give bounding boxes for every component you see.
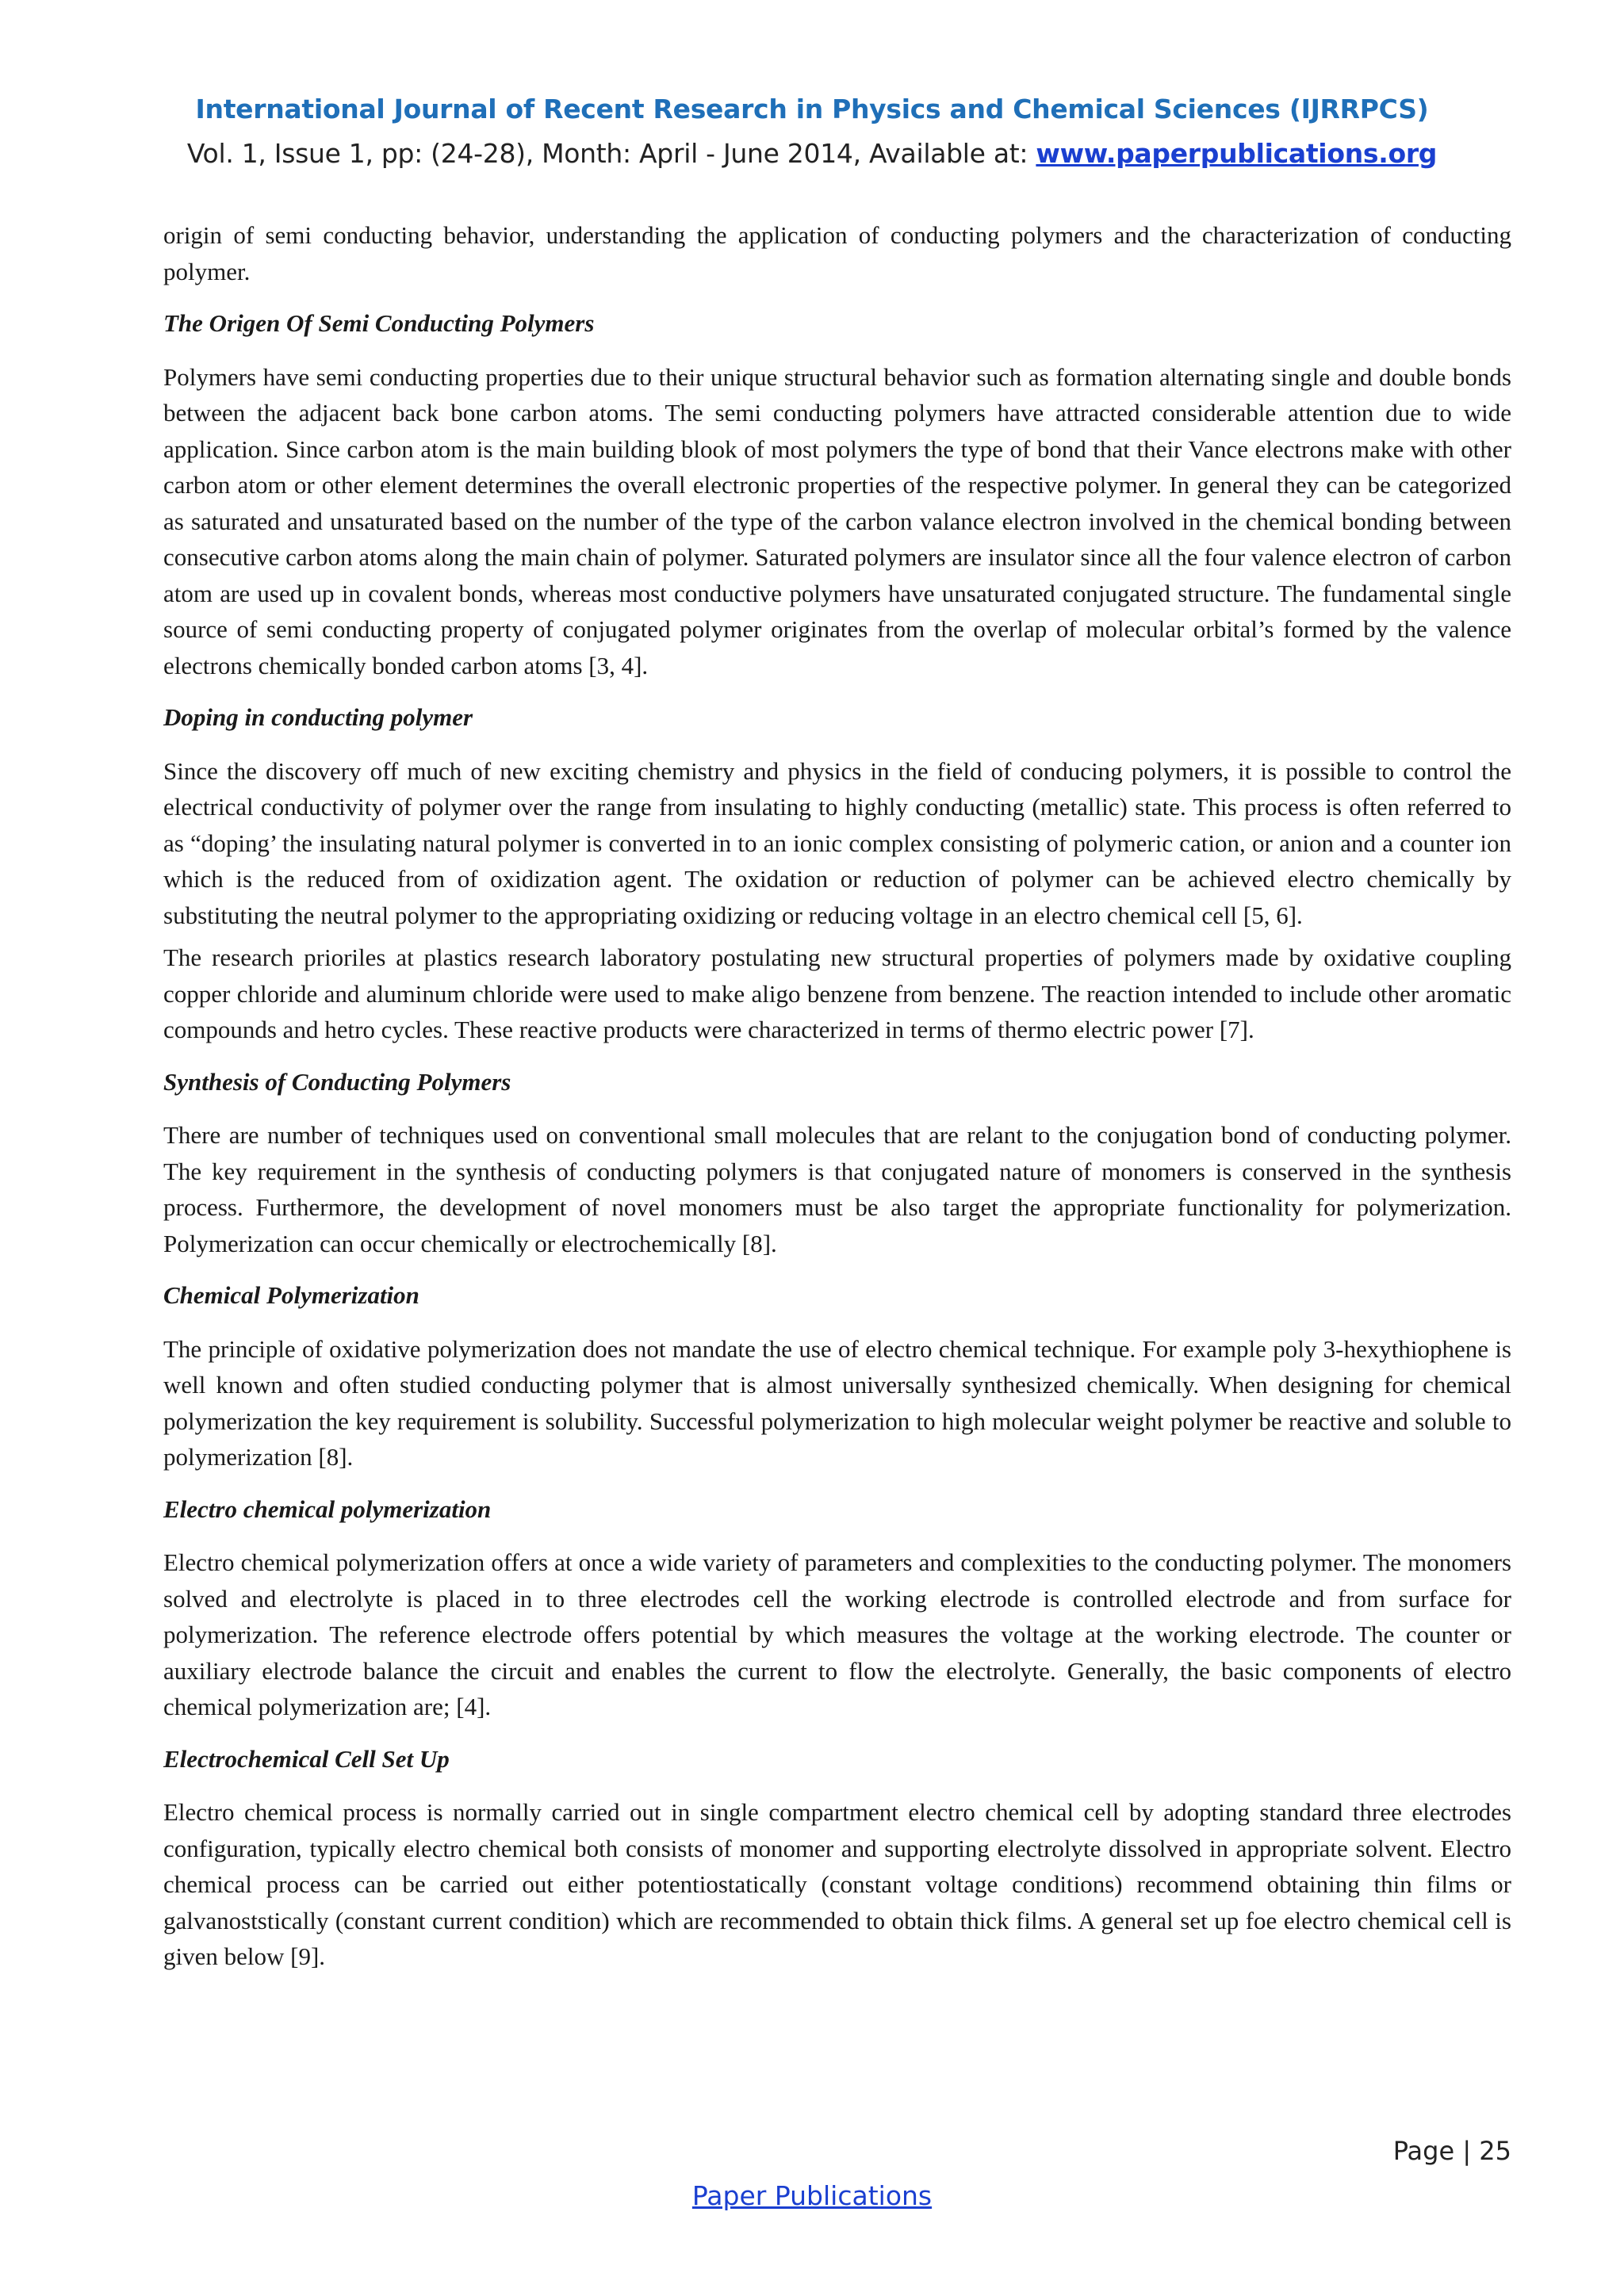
section-heading-synthesis: Synthesis of Conducting Polymers [163, 1067, 511, 1096]
journal-meta-text: Vol. 1, Issue 1, pp: (24-28), Month: April - June 2014, Available at: [186, 138, 1036, 169]
section-heading-cell: Electrochemical Cell Set Up [163, 1744, 450, 1773]
section-paragraph-origen: Polymers have semi conducting properties due to their unique structural behavior such as formation alternating single and double bonds between the adjacent back bone carbon atoms. The semi conducting polymers have attracted considerable attention due to wide application. Since carbon atom is the main building blook of most polymers the type of bond that their Vance electrons make with other carbon atom or other element determines the overall electronic properties of the respective polymer. In general they can be categorized as saturated and unsaturated based on the number of the type of the carbon valance electron involved in the chemical bonding between consecutive carbon atoms along the main chain of polymer. Saturated polymers are insulator since all the four valence electron of carbon atom are used up in covalent bonds, whereas most conductive polymers have unsaturated conjugated structure. The fundamental single source of semi conducting property of conjugated polymer originates from the overlap of molecular orbital’s formed by the valence electrons chemically bonded carbon atoms [3, 4]. [163, 362, 1511, 679]
footer [0, 2180, 1624, 2211]
section-paragraph-doping-2: The research prioriles at plastics research laboratory postulating new structural properties of polymers made by oxidative coupling copper chloride and aluminum chloride were used to make aligo benzene from benzene. The reaction intended to include other aromatic compounds and hetro cycles. These reactive products were characterized in terms of thermo electric power [7]. [163, 943, 1511, 1043]
page-number: Page | 25 [1392, 2136, 1511, 2166]
journal-site-link[interactable]: www.paperpublications.org [1036, 138, 1438, 169]
article-body [163, 217, 1511, 1991]
journal-title: International Journal of Recent Research in Physics and Chemical Sciences (IJRRPCS) [195, 94, 1429, 124]
section-heading-chemical: Chemical Polymerization [163, 1281, 419, 1309]
publisher-link[interactable]: Paper Publications [691, 2180, 933, 2211]
section-paragraph-electro: Electro chemical polymerization offers at once a wide variety of parameters and complexities to the conducting polymer. The monomers solved and electrolyte is placed in to three electrodes cell the working electrode is controlled electrode and from surface for polymerization. The reference electrode offers potential by which measures the voltage at the working electrode. The counter or auxiliary electrode balance the circuit and enables the current to flow the electrolyte. Generally, the basic components of electro chemical polymerization are; [4]. [163, 1548, 1511, 1720]
section-heading-doping: Doping in conducting polymer [163, 703, 473, 731]
section-paragraph-synthesis: There are number of techniques used on conventional small molecules that are relant to the conjugation bond of conducting polymer. The key requirement in the synthesis of conducting polymers is that conjugated nature of monomers is conserved in the synthesis process. Furthermore, the development of novel monomers must be also target the appropriate functionality for polymerization. Polymerization can occur chemically or electrochemically [8]. [163, 1121, 1511, 1257]
section-heading-electro: Electro chemical polymerization [163, 1494, 492, 1523]
journal-meta [0, 138, 1624, 169]
section-heading-origen: The Origen Of Semi Conducting Polymers [163, 309, 595, 337]
section-paragraph-cell: Electro chemical process is normally carried out in single compartment electro chemical cell by adopting standard three electrodes configuration, typically electro chemical both consists of monomer and supporting electrolyte dissolved in appropriate solvent. Electro chemical process can be carried out either potentiostatically (constant voltage conditions) recommend obtaining thin films or galvanoststically (constant current condition) which are recommended to obtain thick films. A general set up foe electro chemical cell is given below [9]. [163, 1798, 1511, 1970]
intro-paragraph: origin of semi conducting behavior, understanding the application of conducting polymers and the characterization of conducting polymer. [163, 221, 1511, 285]
section-paragraph-chemical: The principle of oxidative polymerization does not mandate the use of electro chemical technique. For example poly 3-hexythiophene is well known and often studied conducting polymer that is almost universally synthesized chemically. When designing for chemical polymerization the key requirement is solubility. Successful polymerization to high molecular weight polymer be reactive and soluble to polymerization [8]. [163, 1334, 1511, 1471]
section-paragraph-doping-1: Since the discovery off much of new exciting chemistry and physics in the field of conducing polymers, it is possible to control the electrical conductivity of polymer over the range from insulating to highly conducting (metallic) state. This process is often referred to as “doping’ the insulating natural polymer is converted in to an ionic complex consisting of polymeric cation, or anion and a counter ion which is the reduced from of oxidization agent. The oxidation or reduction of polymer can be achieved electro chemically by substituting the neutral polymer to the appropriating oxidizing or reducing voltage in an electro chemical cell [5, 6]. [163, 756, 1511, 929]
